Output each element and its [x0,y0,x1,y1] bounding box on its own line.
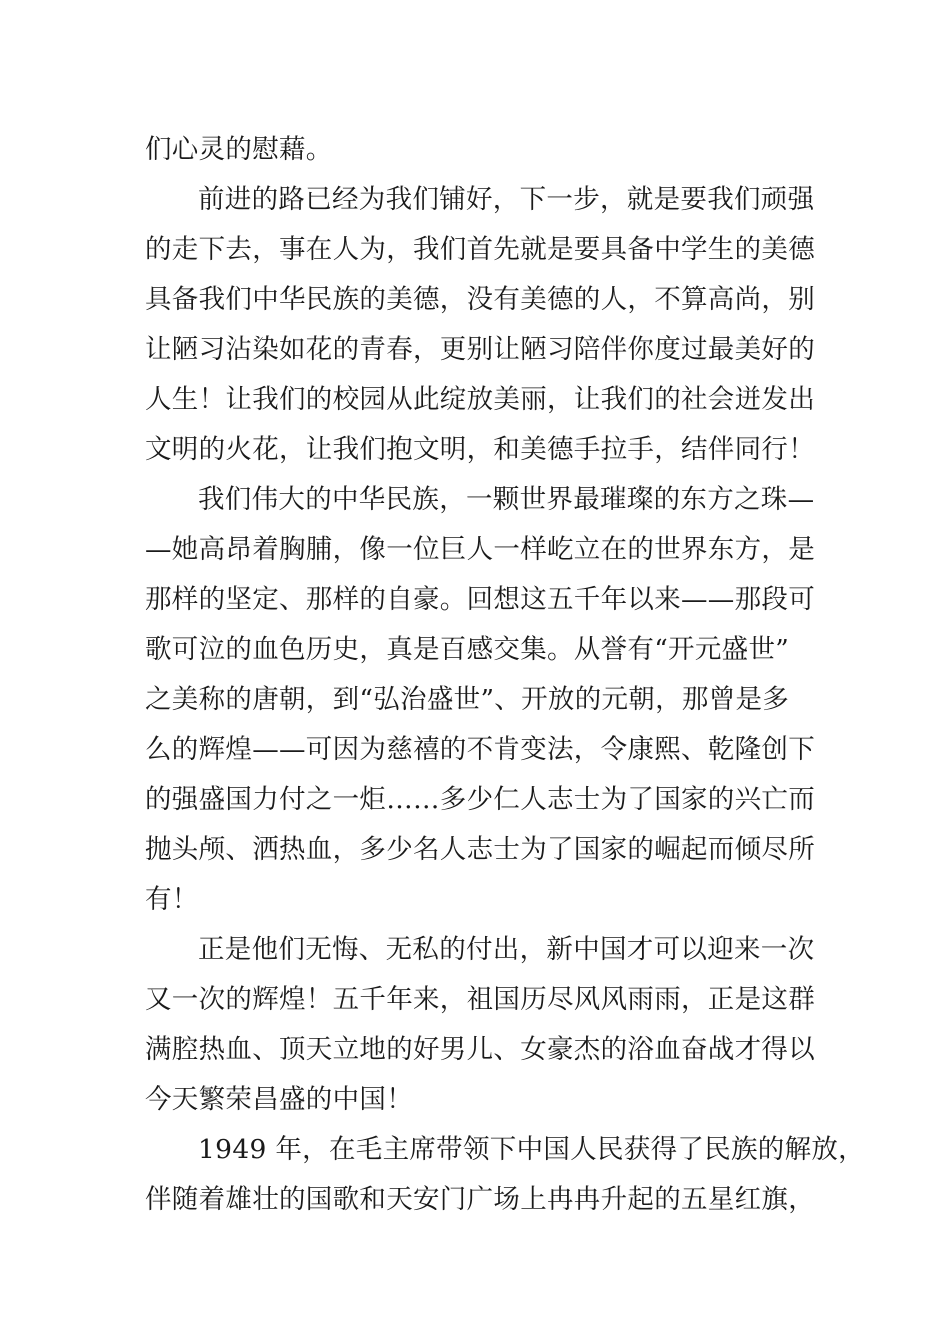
text-line: 人生！让我们的校园从此绽放美丽，让我们的社会迸发出 [145,384,815,415]
text-line: 抛头颅、洒热血，多少名人志士为了国家的崛起而倾尽所 [145,834,815,865]
text-line: 们心灵的慰藉。 [145,134,333,165]
text-line: 让陋习沾染如花的青春，更别让陋习陪伴你度过最美好的 [145,334,815,365]
paragraph-first-line: 前进的路已经为我们铺好，下一步，就是要我们顽强 [198,184,815,215]
paragraph-first-line: 正是他们无悔、无私的付出，新中国才可以迎来一次 [198,934,815,965]
text-line: 满腔热血、顶天立地的好男儿、女豪杰的浴血奋战才得以 [145,1034,815,1065]
paragraph-first-line: 我们伟大的中华民族，一颗世界最璀璨的东方之珠— [198,484,815,515]
text-line: 么的辉煌——可因为慈禧的不肯变法，令康熙、乾隆创下 [145,734,815,765]
text-line: 那样的坚定、那样的自豪。回想这五千年以来——那段可 [145,584,815,615]
text-line: 伴随着雄壮的国歌和天安门广场上冉冉升起的五星红旗， [145,1184,815,1215]
paragraph-first-line: 1949 年，在毛主席带领下中国人民获得了民族的解放， [198,1134,865,1165]
text-line: 具备我们中华民族的美德，没有美德的人，不算高尚，别 [145,284,815,315]
text-line: 歌可泣的血色历史，真是百感交集。从誉有“开元盛世” [145,634,790,665]
text-line: 的强盛国力付之一炬……多少仁人志士为了国家的兴亡而 [145,784,815,815]
text-line: 文明的火花，让我们抱文明，和美德手拉手，结伴同行！ [145,434,815,465]
text-line: 又一次的辉煌！五千年来，祖国历尽风风雨雨，正是这群 [145,984,815,1015]
text-line: 的走下去，事在人为，我们首先就是要具备中学生的美德 [145,234,815,265]
text-line: 有！ [145,884,199,915]
text-line: 今天繁荣昌盛的中国！ [145,1084,413,1115]
text-line: 之美称的唐朝，到“弘治盛世”、开放的元朝，那曾是多 [145,684,790,715]
text-line: —她高昂着胸脯，像一位巨人一样屹立在的世界东方，是 [145,534,815,565]
